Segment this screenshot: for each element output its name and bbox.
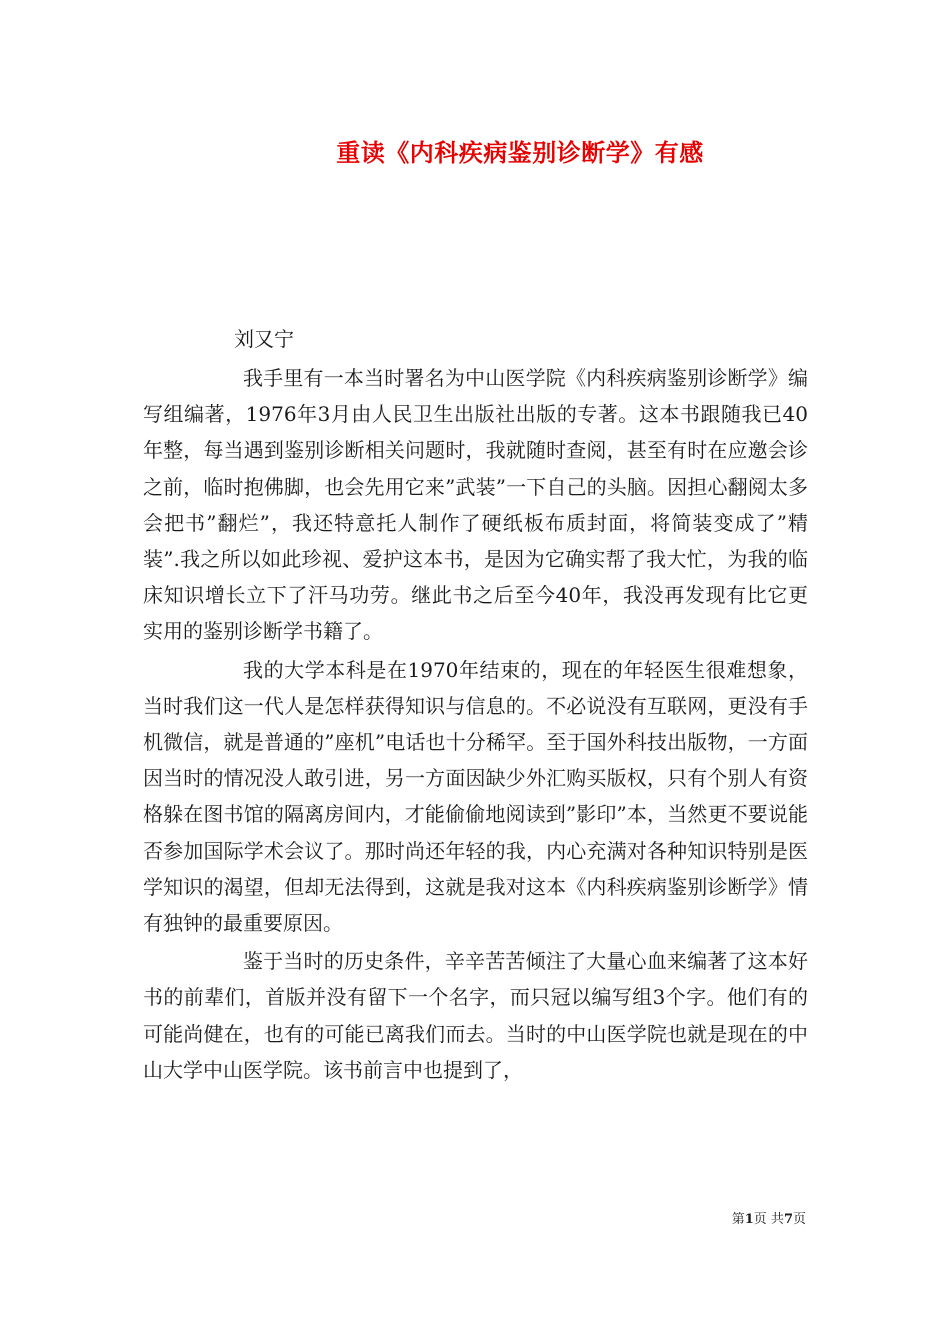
document-title: 重读《内科疾病鉴别诊断学》有感 [336, 138, 704, 167]
footer-suffix: 页 [792, 1212, 806, 1227]
current-page-number: 1 [744, 1212, 754, 1227]
total-page-number: 7 [783, 1212, 793, 1227]
footer-middle: 页 共 [753, 1212, 784, 1227]
paragraph-3: 鉴于当时的历史条件，辛辛苦苦倾注了大量心血来编著了这本好书的前辈们，首版并没有留下一个名字，而只冠以编写组3个字。他们有的可能尚健在，也有的可能已离我们而去。当时的中山医学院也就是现在的中山大学中山医学院。该书前言中也提到了， [143, 949, 808, 1082]
footer-prefix: 第 [731, 1212, 745, 1227]
paragraph-1: 我手里有一本当时署名为中山医学院《内科疾病鉴别诊断学》编写组编著，1976年3月由人民卫生出版社出版的专著。这本书跟随我已40年整，每当遇到鉴别诊断相关问题时，我就随时查阅，甚至有时在应邀会诊之前，临时抱佛脚，也会先用它来”武装”一下自己的头脑。因担心翻阅太多会把书”翻烂”，我还特意托人制作了硬纸板布质封面，将简装变成了”精装”.我之所以如此珍视、爱护这本书，是因为它确实帮了我大忙，为我的临床知识增长立下了汗马功劳。继此书之后至今40年，我没再发现有比它更实用的鉴别诊断学书籍了。 [143, 366, 808, 644]
paragraph-2: 我的大学本科是在1970年结束的，现在的年轻医生很难想象，当时我们这一代人是怎样获得知识与信息的。不必说没有互联网，更没有手机微信，就是普通的”座机”电话也十分稀罕。至于国外科技出版物，一方面因当时的情况没人敢引进，另一方面因缺少外汇购买版权，只有个别人有资格躲在图书馆的隔离房间内，才能偷偷地阅读到”影印”本，当然更不要说能否参加国际学术会议了。那时尚还年轻的我，内心充满对各种知识特别是医学知识的渴望，但却无法得到，这就是我对这本《内科疾病鉴别诊断学》情有独钟的最重要原因。 [143, 657, 808, 936]
page-footer [732, 1208, 806, 1227]
author-name: 刘又宁 [234, 327, 294, 351]
document-body [143, 360, 808, 1088]
